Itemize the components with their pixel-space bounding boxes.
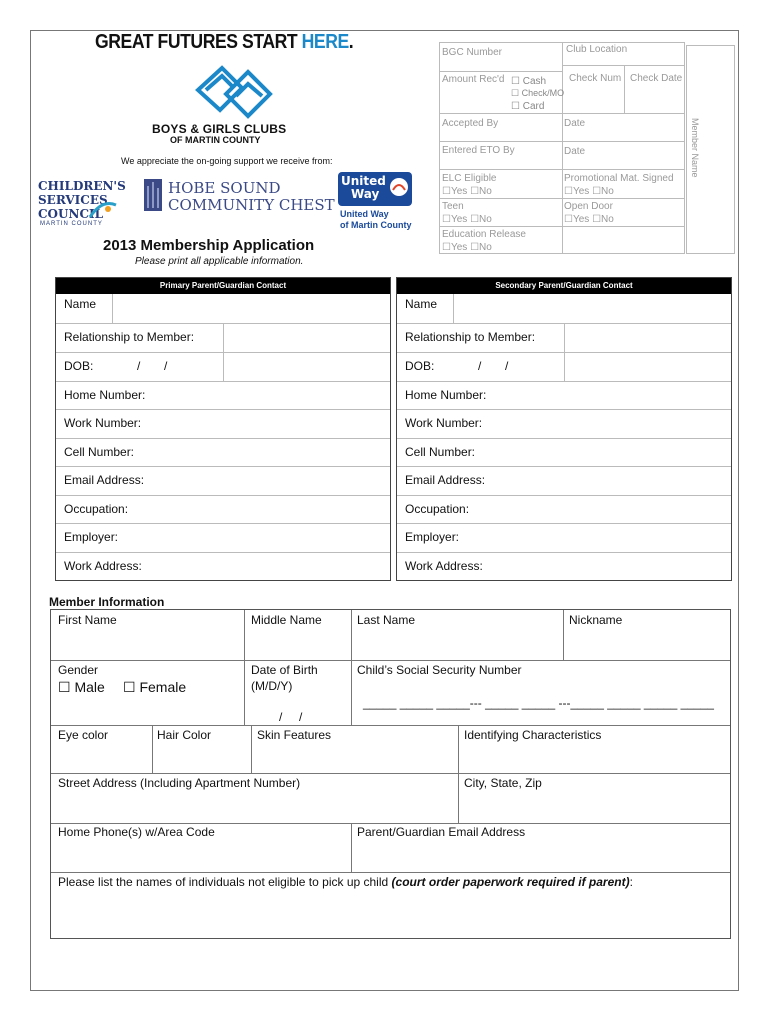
secondary-row[interactable] [397,496,731,524]
teen-yes-no[interactable]: ☐Yes ☐No [442,214,492,225]
headline: GREAT FUTURES START HERE. [95,31,354,53]
primary-row[interactable] [56,294,390,324]
nickname-label: Nickname [569,613,623,627]
org-sub: OF MARTIN COUNTY [170,135,261,145]
primary-row[interactable] [56,524,390,553]
dob-label: Date of Birth [251,663,318,677]
skin-features-label: Skin Features [257,728,332,742]
guardian-email-label: Parent/Guardian Email Address [357,825,526,839]
male-checkbox[interactable]: ☐ Male [58,679,105,695]
first-name-label: First Name [58,613,117,627]
primary-field-label: Occupation: [64,502,129,516]
club-location-label: Club Location [566,44,628,55]
primary-dob-slash: / [137,359,141,373]
eye-color-label: Eye color [58,728,109,742]
gender-label: Gender [58,663,99,677]
entered-eto-label: Entered ETO By [442,145,515,156]
primary-row[interactable] [56,467,390,496]
csc-sub: MARTIN COUNTY [40,221,103,227]
check-num-label: Check Num [569,73,622,84]
office-use-box [439,42,685,254]
accepted-date-label: Date [564,118,586,129]
eto-date-label: Date [564,146,586,157]
card-checkbox[interactable]: ☐ Card [511,101,545,112]
secondary-field-label: Work Address: [405,559,483,573]
education-yes-no[interactable]: ☐Yes ☐No [442,242,492,253]
primary-field-label: Name [64,297,97,311]
open-door-label: Open Door [564,201,613,212]
primary-field-label: Cell Number: [64,445,135,459]
secondary-row[interactable] [397,467,731,496]
primary-row[interactable] [56,353,390,382]
education-release-label: Education Release [442,229,526,240]
primary-field-label: Work Number: [64,416,142,430]
primary-contact-table [55,277,391,581]
promo-signed-label: Promotional Mat. Signed [564,173,674,184]
primary-row[interactable] [56,324,390,353]
primary-dob-slash: / [164,359,168,373]
secondary-field-label: Home Number: [405,388,487,402]
secondary-field-label: DOB: [405,359,435,373]
home-phone-label: Home Phone(s) w/Area Code [58,825,215,839]
secondary-row[interactable] [397,382,731,410]
thanks-text: We appreciate the on-going support we receive from: [121,156,333,166]
primary-row[interactable] [56,439,390,467]
secondary-field-label: Name [405,297,438,311]
united-way-hand-icon [388,176,410,202]
secondary-field-label: Relationship to Member: [405,330,536,344]
secondary-field-label: Employer: [405,530,460,544]
dob-slashes: / / [279,710,303,724]
ssn-label: Child’s Social Security Number [357,663,522,677]
amount-recd-label: Amount Rec'd [442,74,505,85]
accepted-by-label: Accepted By [442,118,499,129]
primary-field-label: Email Address: [64,473,145,487]
check-date-label: Check Date [630,73,683,84]
secondary-heading: Secondary Parent/Guardian Contact [397,278,731,294]
secondary-field-label: Email Address: [405,473,486,487]
secondary-field-label: Occupation: [405,502,470,516]
primary-row[interactable] [56,410,390,439]
secondary-row[interactable] [397,324,731,353]
hobe-logo: HOBE SOUND COMMUNITY CHEST [168,179,335,214]
primary-field-label: DOB: [64,359,94,373]
cash-checkbox[interactable]: ☐ Cash [511,76,547,87]
united-way-wordmark: United Way [341,174,386,201]
secondary-field-label: Cell Number: [405,445,476,459]
secondary-dob-slash: / [478,359,482,373]
primary-field-label: Home Number: [64,388,146,402]
secondary-row[interactable] [397,553,731,581]
elc-eligible-label: ELC Eligible [442,173,497,184]
org-name: BOYS & GIRLS CLUBS [152,122,287,136]
identifying-label: Identifying Characteristics [464,728,602,742]
bgc-number-label: BGC Number [442,47,503,58]
primary-row[interactable] [56,496,390,524]
secondary-dob-slash: / [505,359,509,373]
page-subtitle: Please print all applicable information. [135,256,304,267]
secondary-row[interactable] [397,410,731,439]
member-name-label: Member Name [690,118,700,178]
middle-name-label: Middle Name [251,613,322,627]
csc-swoosh-icon [88,195,118,223]
secondary-contact-table [396,277,732,581]
secondary-field-label: Work Number: [405,416,483,430]
united-way-sub: United Way of Martin County [340,209,412,230]
primary-field-label: Work Address: [64,559,142,573]
secondary-row[interactable] [397,294,731,324]
female-checkbox[interactable]: ☐ Female [123,679,187,695]
dob-format: (M/D/Y) [251,679,293,693]
check-mo-checkbox[interactable]: ☐ Check/MO [511,88,565,98]
last-name-label: Last Name [357,613,416,627]
city-state-zip-label: City, State, Zip [464,776,542,790]
elc-yes-no[interactable]: ☐Yes ☐No [442,186,492,197]
primary-heading: Primary Parent/Guardian Contact [56,278,390,294]
secondary-row[interactable] [397,353,731,382]
member-info-table [50,609,731,939]
teen-label: Teen [442,201,464,212]
page-title: 2013 Membership Application [103,237,315,254]
primary-row[interactable] [56,553,390,581]
secondary-row[interactable] [397,439,731,467]
hobe-logo-icon [143,178,163,212]
csc-logo: CHILDREN'S SERVICES COUNCIL [38,179,126,221]
secondary-row[interactable] [397,524,731,553]
open-door-yes-no[interactable]: ☐Yes ☐No [564,214,614,225]
bgc-logo-icon [190,64,290,120]
member-info-title: Member Information [49,595,165,609]
primary-row[interactable] [56,382,390,410]
primary-field-label: Relationship to Member: [64,330,195,344]
hair-color-label: Hair Color [157,728,212,742]
primary-field-label: Employer: [64,530,119,544]
ssn-input-line[interactable]: _____ _____ _____--- _____ _____ ---_____ _____ _____ _____ [363,696,714,710]
promo-yes-no[interactable]: ☐Yes ☐No [564,186,614,197]
pickup-restriction-label: Please list the names of individuals not eligible to pick up child (court order paperwork required if parent): [58,875,633,889]
street-address-label: Street Address (Including Apartment Number) [58,776,301,790]
